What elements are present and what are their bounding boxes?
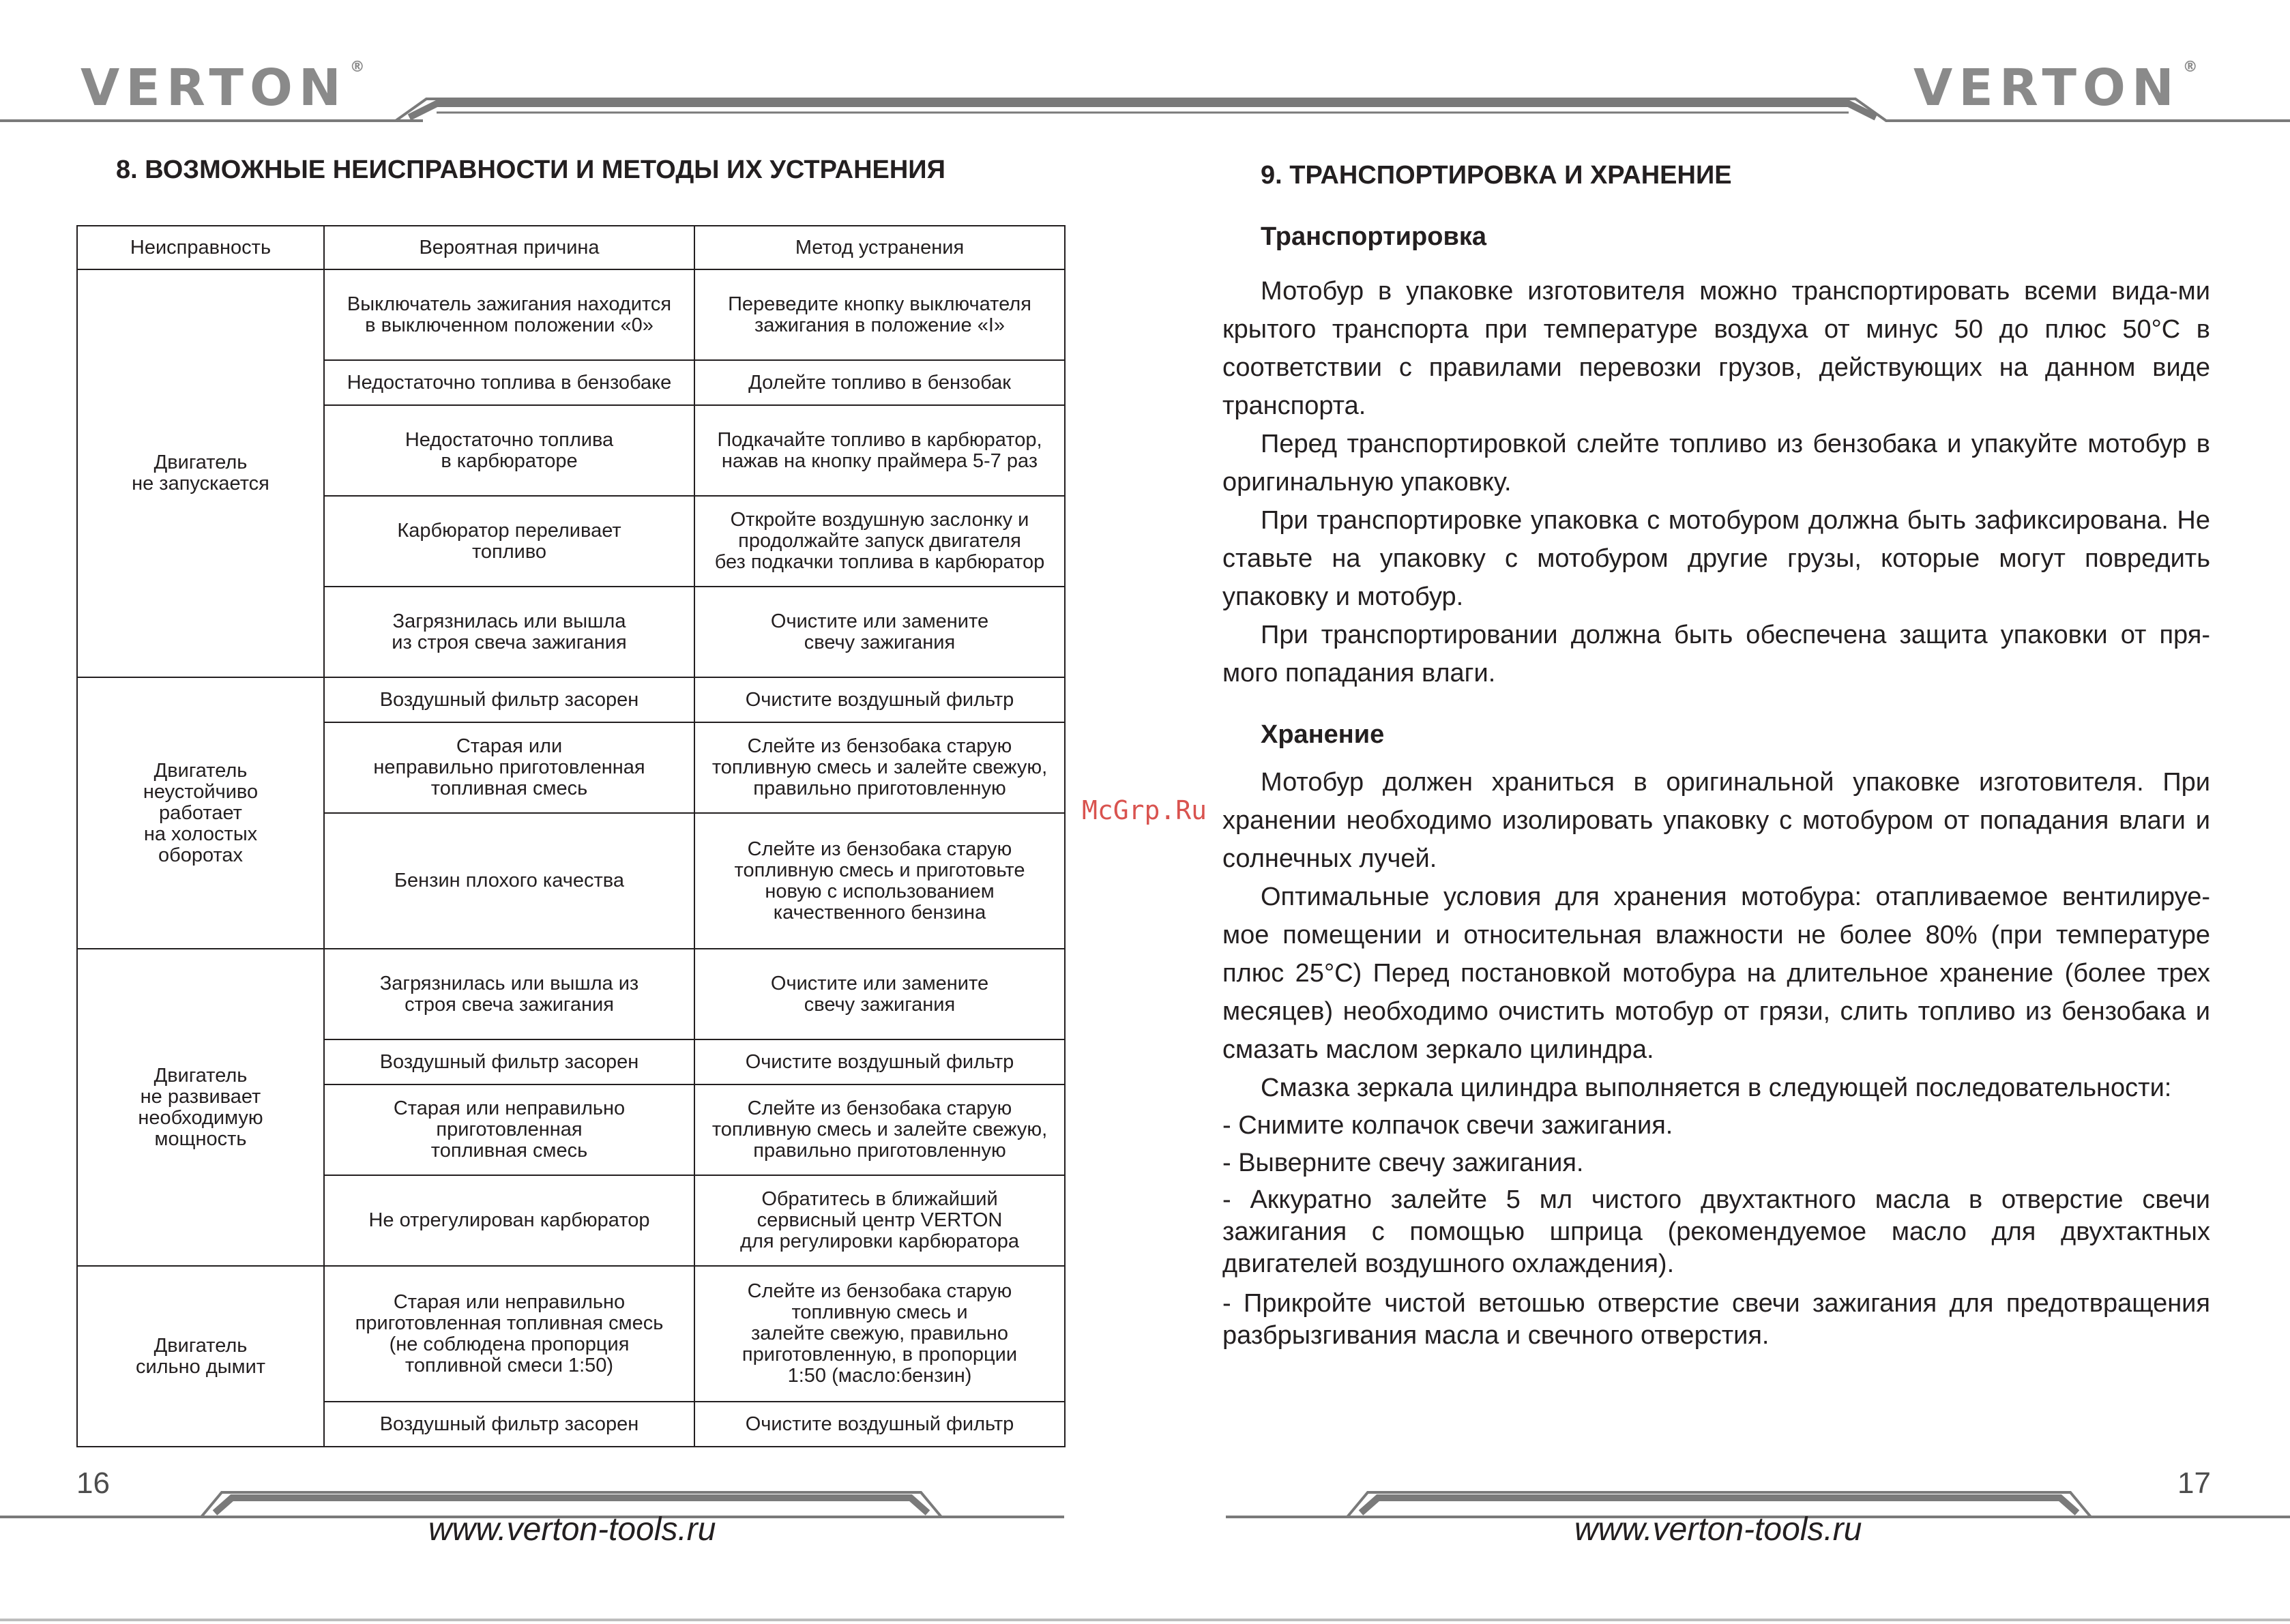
header-cause: Вероятная причина bbox=[324, 226, 694, 269]
registered-mark: ® bbox=[349, 59, 365, 76]
fix-cell: Очистите воздушный фильтр bbox=[694, 677, 1065, 722]
registered-mark: ® bbox=[2182, 59, 2198, 76]
brand-logo-right bbox=[1913, 59, 2198, 117]
fault-cell: Двигатель неустойчиво работает на холостых оборотах bbox=[77, 677, 324, 949]
cause-cell: Старая или неправильно приготовленная топливная смесь bbox=[324, 1084, 694, 1175]
table-row bbox=[77, 269, 1065, 360]
cause-cell: Карбюратор переливает топливо bbox=[324, 496, 694, 587]
table-header-row bbox=[77, 226, 1065, 269]
transport-paragraph: При транспортировании должна быть обеспечена защита упаковки от пря-мого попадания влаги. bbox=[1222, 621, 2210, 688]
fix-cell: Обратитесь в ближайший сервисный центр VERTON для регулировки карбюратора bbox=[694, 1175, 1065, 1266]
logo-text: VERTON bbox=[1913, 59, 2180, 117]
fix-cell: Слейте из бензобака старую топливную смесь и залейте свежую, правильно приготовленную, в пропорции 1:50 (масло:бензин) bbox=[694, 1266, 1065, 1402]
transport-paragraph: Мотобур в упаковке изготовителя можно транспортировать всеми вида-ми крытого транспорта при температуре воздуха от минус 50 до плюс 50°С в соответствии с правилами перевозки грузов, действующих на данном виде транспорта. bbox=[1222, 277, 2210, 420]
cause-cell: Недостаточно топлива в бензобаке bbox=[324, 360, 694, 405]
fix-cell: Очистите или замените свечу зажигания bbox=[694, 949, 1065, 1039]
storage-paragraph: Мотобур должен храниться в оригинальной упаковке изготовителя. При хранении необходимо изолировать упаковку с мотобуром от попадания влаги и солнечных лучей. bbox=[1222, 768, 2210, 873]
step-item: - Аккуратно залейте 5 мл чистого двухтактного масла в отверстие свечи зажигания с помощью шприца (рекомендуемое масло для двухтактных двигателей воздушного охлаждения). bbox=[1222, 1185, 2210, 1278]
fix-cell: Переведите кнопку выключателя зажигания в положение «I» bbox=[694, 269, 1065, 360]
storage-paragraph: Смазка зеркала цилиндра выполняется в следующей последовательности: bbox=[1261, 1074, 2172, 1102]
step-item: - Снимите колпачок свечи зажигания. bbox=[1222, 1111, 1673, 1140]
fix-cell: Очистите воздушный фильтр bbox=[694, 1039, 1065, 1084]
transport-subheading: Транспортировка bbox=[1261, 222, 1486, 251]
brand-logo-left bbox=[80, 59, 365, 117]
storage-subheading: Хранение bbox=[1261, 720, 1385, 749]
cause-cell: Загрязнилась или вышла из строя свеча зажигания bbox=[324, 587, 694, 677]
cause-cell: Не отрегулирован карбюратор bbox=[324, 1175, 694, 1266]
step-item: - Выверните свечу зажигания. bbox=[1222, 1149, 1584, 1177]
fix-cell: Очистите воздушный фильтр bbox=[694, 1402, 1065, 1447]
fault-cell: Двигатель сильно дымит bbox=[77, 1266, 324, 1447]
table-row bbox=[77, 1266, 1065, 1402]
troubleshooting-table bbox=[76, 225, 1066, 1447]
fix-cell: Слейте из бензобака старую топливную смесь и залейте свежую, правильно приготовленную bbox=[694, 722, 1065, 813]
logo-text: VERTON bbox=[80, 59, 347, 117]
fix-cell: Долейте топливо в бензобак bbox=[694, 360, 1065, 405]
fix-cell: Слейте из бензобака старую топливную смесь и приготовьте новую с использованием качественного бензина bbox=[694, 813, 1065, 949]
cause-cell: Старая или неправильно приготовленная топливная смесь (не соблюдена пропорция топливной смеси 1:50) bbox=[324, 1266, 694, 1402]
cause-cell: Старая или неправильно приготовленная топливная смесь bbox=[324, 722, 694, 813]
cause-cell: Воздушный фильтр засорен bbox=[324, 1402, 694, 1447]
watermark: McGrp.Ru bbox=[1082, 795, 1207, 825]
cause-cell: Воздушный фильтр засорен bbox=[324, 1039, 694, 1084]
fix-cell: Очистите или замените свечу зажигания bbox=[694, 587, 1065, 677]
storage-paragraph: Оптимальные условия для хранения мотобура: отапливаемое вентилируе-мое помещении и относительная влажности не более 80% (при температуре плюс 25°С) Перед постановкой мотобура на длительное хранение (более трех месяцев) необходимо очистить мотобур от грязи, слить топливо из бензобака и смазать маслом зеркало цилиндра. bbox=[1222, 883, 2210, 1064]
cause-cell: Бензин плохого качества bbox=[324, 813, 694, 949]
header-fault: Неисправность bbox=[77, 226, 324, 269]
cause-cell: Загрязнилась или вышла из строя свеча зажигания bbox=[324, 949, 694, 1039]
page-number-right: 17 bbox=[2177, 1466, 2211, 1500]
section-9-heading: 9. ТРАНСПОРТИРОВКА И ХРАНЕНИЕ bbox=[1261, 161, 1732, 190]
transport-paragraph: Перед транспортировкой слейте топливо из бензобака и упакуйте мотобур в оригинальную упаковку. bbox=[1222, 430, 2210, 497]
table-row bbox=[77, 949, 1065, 1039]
website-link-right[interactable]: www.verton-tools.ru bbox=[1574, 1511, 1862, 1548]
cause-cell: Недостаточно топлива в карбюраторе bbox=[324, 405, 694, 496]
step-item: - Прикройте чистой ветошью отверстие свечи зажигания для предотвращения разбрызгивания масла и свечного отверстия. bbox=[1222, 1289, 2210, 1350]
fix-cell: Подкачайте топливо в карбюратор, нажав на кнопку праймера 5-7 раз bbox=[694, 405, 1065, 496]
fault-cell: Двигатель не развивает необходимую мощность bbox=[77, 949, 324, 1266]
fix-cell: Откройте воздушную заслонку и продолжайте запуск двигателя без подкачки топлива в карбюратор bbox=[694, 496, 1065, 587]
transport-paragraph: При транспортировке упаковка с мотобуром должна быть зафиксирована. Не ставьте на упаковку с мотобуром другие грузы, которые могут повредить упаковку и мотобур. bbox=[1222, 506, 2210, 611]
cause-cell: Воздушный фильтр засорен bbox=[324, 677, 694, 722]
fault-cell: Двигатель не запускается bbox=[77, 269, 324, 677]
section-8-heading: 8. ВОЗМОЖНЫЕ НЕИСПРАВНОСТИ И МЕТОДЫ ИХ УСТРАНЕНИЯ bbox=[116, 156, 945, 184]
fix-cell: Слейте из бензобака старую топливную смесь и залейте свежую, правильно приготовленную bbox=[694, 1084, 1065, 1175]
header-fix: Метод устранения bbox=[694, 226, 1065, 269]
page-number-left: 16 bbox=[76, 1466, 110, 1500]
table-row bbox=[77, 677, 1065, 722]
website-link-left[interactable]: www.verton-tools.ru bbox=[428, 1511, 716, 1548]
cause-cell: Выключатель зажигания находится в выключенном положении «0» bbox=[324, 269, 694, 360]
